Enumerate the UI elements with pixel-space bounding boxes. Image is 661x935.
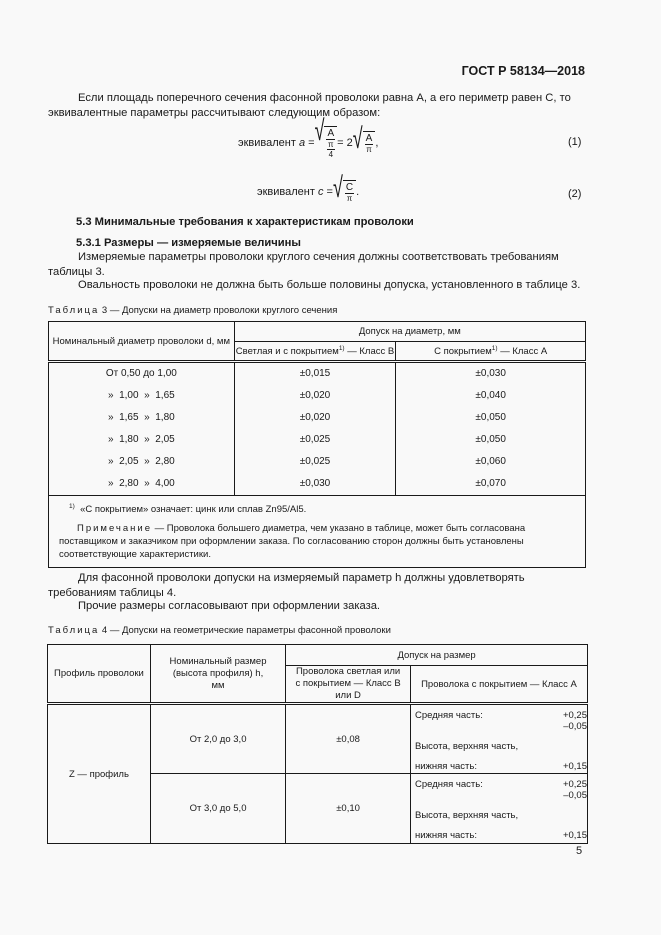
formula-1-tail: , — [375, 136, 379, 149]
table4-col4-header: Проволока с покрытием — Класс А — [410, 666, 587, 704]
formula-2-label: эквивалент — [257, 185, 315, 198]
formula-2 — [257, 171, 360, 204]
formula-1-inner-num: A — [365, 133, 373, 144]
table4-size: От 2,0 до 3,0 — [150, 704, 285, 774]
table-4 — [47, 644, 588, 844]
table3-class-b: ±0,020 — [234, 385, 396, 407]
formula-2-tail: . — [356, 185, 360, 198]
table3-range: От 0,50 до 1,00 — [49, 362, 235, 385]
table3-range: » 1,00 » 1,65 — [49, 385, 235, 407]
table4-size: От 3,0 до 5,0 — [150, 774, 285, 844]
table3-range: » 1,65 » 1,80 — [49, 407, 235, 429]
table3-col2-header: Светлая и с покрытием$^{1)}$ — Класс В — [234, 342, 396, 362]
table-row — [49, 362, 586, 385]
after-table3-p2: Прочие размеры согласовывают при оформлении заказа. — [78, 600, 381, 612]
document-header: ГОСТ Р 58134—2018 — [461, 64, 585, 78]
table4-class-bd: ±0,10 — [286, 774, 411, 844]
table4-class-a: Средняя часть: +0,25 –0,05 Высота, верхняя часть, нижняя часть: +0,15 — [410, 774, 587, 844]
formula-2-var: c — [317, 185, 324, 198]
table-3 — [48, 321, 586, 568]
section-5-3-1-p2: Овальность проволоки не должна быть больше половины допуска, установленного в таблице 3. — [78, 279, 581, 291]
table3-class-a: ±0,050 — [396, 429, 586, 451]
table-row — [49, 451, 586, 473]
table4-col2-header: Номинальный размер (высота профиля) h, мм — [150, 645, 285, 704]
table3-range: » 2,05 » 2,80 — [49, 451, 235, 473]
after-table3-p1: Для фасонной проволоки допуски на измеряемый параметр h должны удовлетворять требованиям таблицы 4. — [48, 572, 525, 599]
formula-1-den-num: π — [328, 140, 334, 149]
formula-1-label: эквивалент — [238, 136, 296, 149]
table-row — [49, 473, 586, 496]
table4-group-header: Допуск на размер — [286, 645, 588, 666]
intro-paragraph: Если площадь поперечного сечения фасонной проволоки равна А, а его периметр равен С, то эквивалентные параметры рассчитывают следующим образом: — [48, 92, 571, 119]
table3-caption-prefix: Таблица — [48, 305, 100, 316]
table4-col1-header: Профиль проволоки — [48, 645, 151, 704]
table3-class-a: ±0,060 — [396, 451, 586, 473]
table3-col3-header: С покрытием$^{1)}$ — Класс А — [396, 342, 586, 362]
table3-class-a: ±0,070 — [396, 473, 586, 496]
table4-class-a: Средняя часть: +0,25 –0,05 Высота, верхняя часть, нижняя часть: +0,15 — [410, 704, 587, 774]
table4-class-bd: ±0,08 — [286, 704, 411, 774]
table3-class-a: ±0,050 — [396, 407, 586, 429]
formula-1 — [238, 114, 379, 159]
table4-caption-text: 4 — Допуски на геометрические параметры фасонной проволоки — [101, 625, 391, 636]
formula-1-num: A — [327, 128, 335, 139]
equation-number-1: (1) — [568, 136, 582, 148]
table3-range: » 1,80 » 2,05 — [49, 429, 235, 451]
table-row — [49, 385, 586, 407]
formula-1-sqrt-inner: √ $\frac{A}{\pi}$ — [353, 131, 376, 154]
table-row — [48, 704, 588, 774]
equation-number-2: (2) — [568, 188, 582, 200]
table3-class-b: ±0,025 — [234, 451, 396, 473]
formula-1-var: a — [298, 136, 306, 149]
table4-caption — [48, 625, 391, 636]
table3-footnote: $^{1)}$ «С покрытием» означает: цинк или сплав Zn95/Al5. — [69, 503, 307, 516]
formula-1-mid: = 2 — [337, 136, 353, 149]
table3-notes — [49, 496, 586, 568]
table3-caption — [48, 305, 337, 316]
page-number: 5 — [576, 845, 583, 857]
formula-2-den: π — [346, 194, 353, 203]
table3-note: Примечание — Проволока большего диаметра, чем указано в таблице, может быть согласована поставщиком и заказчиком при оформлении заказа. По согласованию сторон должны быть установлены соответствующие характеристики. — [59, 523, 526, 561]
section-5-3-1-title: 5.3.1 Размеры — измеряемые величины — [76, 237, 301, 249]
section-5-3-title: 5.3 Минимальные требования к характеристикам проволоки — [76, 216, 414, 228]
formula-1-sqrt-outer: √ $\frac{A}{\frac{\pi}{4}}$ — [315, 126, 338, 159]
table3-class-a: ±0,040 — [396, 385, 586, 407]
table3-group-header: Допуск на диаметр, мм — [234, 322, 585, 342]
table3-class-b: ±0,020 — [234, 407, 396, 429]
table4-profile: Z — профиль — [48, 704, 151, 844]
table3-class-b: ±0,015 — [234, 362, 396, 385]
table3-caption-text: 3 — Допуски на диаметр проволоки круглого сечения — [101, 305, 338, 316]
table-row — [49, 429, 586, 451]
formula-1-den-den: 4 — [328, 150, 334, 159]
formula-1-eq: = — [308, 136, 315, 149]
formula-2-eq: = — [326, 185, 333, 198]
section-5-3-1-p1: Измеряемые параметры проволоки круглого сечения должны соответствовать требованиям таблицы 3. — [48, 251, 559, 278]
table4-col3-header: Проволока светлая или с покрытием — Класс В или D — [286, 666, 411, 704]
formula-2-sqrt: √ $\frac{C}{\pi}$ — [333, 180, 356, 203]
table3-class-a: ±0,030 — [396, 362, 586, 385]
table3-col1-header: Номинальный диаметр проволоки d, мм — [49, 322, 235, 362]
table-row — [49, 407, 586, 429]
table3-class-b: ±0,025 — [234, 429, 396, 451]
table3-range: » 2,80 » 4,00 — [49, 473, 235, 496]
table3-class-b: ±0,030 — [234, 473, 396, 496]
formula-1-inner-den: π — [366, 145, 372, 154]
table4-caption-prefix: Таблица — [48, 625, 100, 636]
formula-2-num: C — [345, 182, 354, 193]
